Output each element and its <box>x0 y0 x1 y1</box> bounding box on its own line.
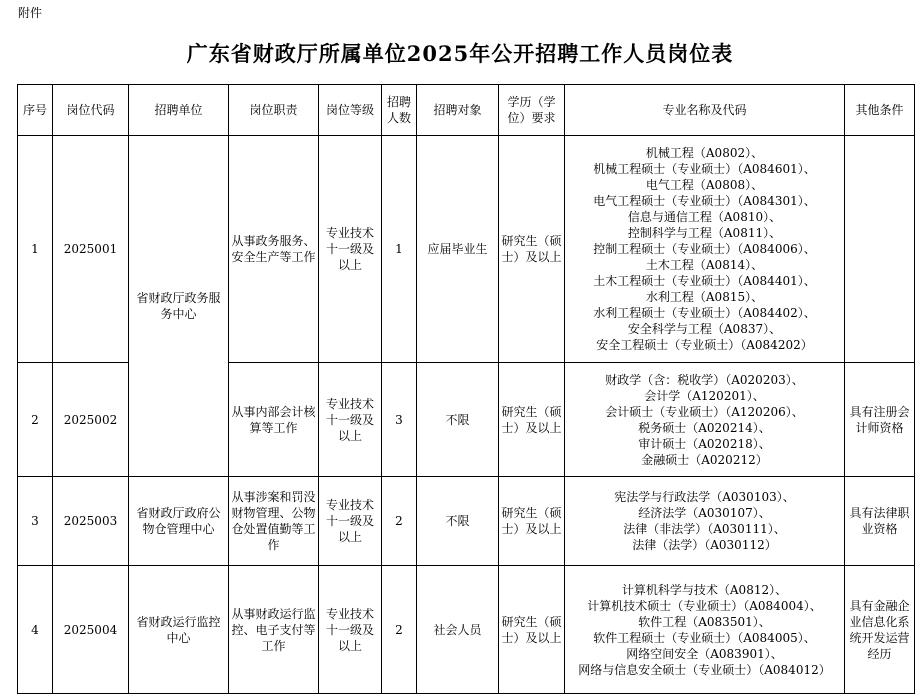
major-line: 机械工程（A0802）、 <box>645 146 764 160</box>
header-duty: 岗位职责 <box>229 85 319 136</box>
table-row <box>18 136 915 363</box>
major-line: 网络空间安全（A083901）、 <box>626 646 783 661</box>
header-majors: 专业名称及代码 <box>565 85 845 136</box>
cell-count: 2 <box>382 477 417 566</box>
cell-majors <box>565 566 845 694</box>
major-line: 法律（法学）（A030112） <box>632 538 777 552</box>
major-line: 网络与信息安全硕士（专业硕士）（A084012） <box>578 662 831 677</box>
major-line: 软件工程（A083501）、 <box>638 614 771 629</box>
cell-seq: 1 <box>18 136 53 363</box>
cell-post-code: 2025004 <box>53 566 129 694</box>
cell-post-code: 2025003 <box>53 477 129 566</box>
cell-grade: 专业技术十一级及以上 <box>319 477 382 566</box>
major-line: 法律（非法学）（A030111）、 <box>623 522 786 536</box>
cell-unit: 省财政厅政府公物仓管理中心 <box>129 477 229 566</box>
cell-duty: 从事涉案和罚没财物管理、公物仓处置值勤等工作 <box>229 477 319 566</box>
cell-education: 研究生（硕士）及以上 <box>499 566 565 694</box>
major-line: 安全工程硕士（专业硕士）（A084202） <box>596 338 813 352</box>
major-line: 金融硕士（A020212） <box>641 452 768 467</box>
cell-majors <box>565 136 845 363</box>
cell-duty: 从事内部会计核算等工作 <box>229 363 319 477</box>
attachment-label: 附件 <box>18 6 43 20</box>
cell-duty: 从事政务服务、安全生产等工作 <box>229 136 319 363</box>
cell-target: 不限 <box>417 363 499 477</box>
cell-count: 3 <box>382 363 417 477</box>
cell-count: 2 <box>382 566 417 694</box>
major-line: 会计学（A120201）、 <box>644 388 765 403</box>
cell-grade: 专业技术十一级及以上 <box>319 566 382 694</box>
cell-other <box>845 136 915 363</box>
major-line: 审计硕士（A020218）、 <box>638 436 771 451</box>
cell-target: 社会人员 <box>417 566 499 694</box>
cell-seq: 3 <box>18 477 53 566</box>
major-line: 宪法学与行政法学（A030103）、 <box>614 490 795 504</box>
cell-unit: 省财政厅政务服务中心 <box>129 136 229 477</box>
major-line: 控制工程硕士（专业硕士）（A084006）、 <box>593 242 816 256</box>
cell-post-code: 2025002 <box>53 363 129 477</box>
major-line: 水利工程硕士（专业硕士）（A084402）、 <box>593 306 816 320</box>
header-other: 其他条件 <box>845 85 915 136</box>
cell-post-code: 2025001 <box>53 136 129 363</box>
major-line: 机械工程硕士（专业硕士）（A084601）、 <box>593 162 816 176</box>
major-line: 土木工程（A0814）、 <box>645 258 764 272</box>
major-line: 土木工程硕士（专业硕士）（A084401）、 <box>593 274 816 288</box>
cell-education: 研究生（硕士）及以上 <box>499 477 565 566</box>
cell-grade: 专业技术十一级及以上 <box>319 136 382 363</box>
cell-seq: 2 <box>18 363 53 477</box>
header-target: 招聘对象 <box>417 85 499 136</box>
cell-target: 应届毕业生 <box>417 136 499 363</box>
header-education: 学历（学位）要求 <box>499 85 565 136</box>
header-count: 招聘人数 <box>382 85 417 136</box>
cell-other: 具有金融企业信息化系统开发运营经历 <box>845 566 915 694</box>
major-line: 电气工程硕士（专业硕士）（A084301）、 <box>593 194 816 208</box>
cell-grade: 专业技术十一级及以上 <box>319 363 382 477</box>
cell-majors <box>565 363 845 477</box>
cell-majors <box>565 477 845 566</box>
cell-seq: 4 <box>18 566 53 694</box>
recruitment-table <box>17 84 915 694</box>
major-line: 计算机技术硕士（专业硕士）（A084004）、 <box>587 598 822 613</box>
cell-unit: 省财政运行监控中心 <box>129 566 229 694</box>
cell-other: 具有注册会计师资格 <box>845 363 915 477</box>
major-line: 计算机科学与技术（A0812）、 <box>621 582 788 597</box>
table-row <box>18 477 915 566</box>
table-row <box>18 566 915 694</box>
major-line: 会计硕士（专业硕士）（A120206）、 <box>605 404 804 419</box>
cell-education: 研究生（硕士）及以上 <box>499 363 565 477</box>
cell-education: 研究生（硕士）及以上 <box>499 136 565 363</box>
major-line: 财政学（含：税收学）（A020203）、 <box>605 372 804 387</box>
cell-other: 具有法律职业资格 <box>845 477 915 566</box>
major-line: 信息与通信工程（A0810）、 <box>627 210 782 224</box>
major-line: 经济法学（A030107）、 <box>638 506 771 520</box>
cell-count: 1 <box>382 136 417 363</box>
document-title: 广东省财政厅所属单位2025年公开招聘工作人员岗位表 <box>186 41 734 66</box>
header-grade: 岗位等级 <box>319 85 382 136</box>
cell-target: 不限 <box>417 477 499 566</box>
header-unit: 招聘单位 <box>129 85 229 136</box>
major-line: 电气工程（A0808）、 <box>645 178 764 192</box>
header-post-code: 岗位代码 <box>53 85 129 136</box>
major-line: 安全科学与工程（A0837）、 <box>627 322 782 336</box>
cell-duty: 从事财政运行监控、电子支付等工作 <box>229 566 319 694</box>
table-header-row <box>18 85 915 136</box>
major-line: 控制科学与工程（A0811）、 <box>627 226 782 240</box>
major-line: 水利工程（A0815）、 <box>645 290 764 304</box>
major-line: 软件工程硕士（专业硕士）（A084005）、 <box>593 630 816 645</box>
header-seq: 序号 <box>18 85 53 136</box>
major-line: 税务硕士（A020214）、 <box>638 420 771 435</box>
